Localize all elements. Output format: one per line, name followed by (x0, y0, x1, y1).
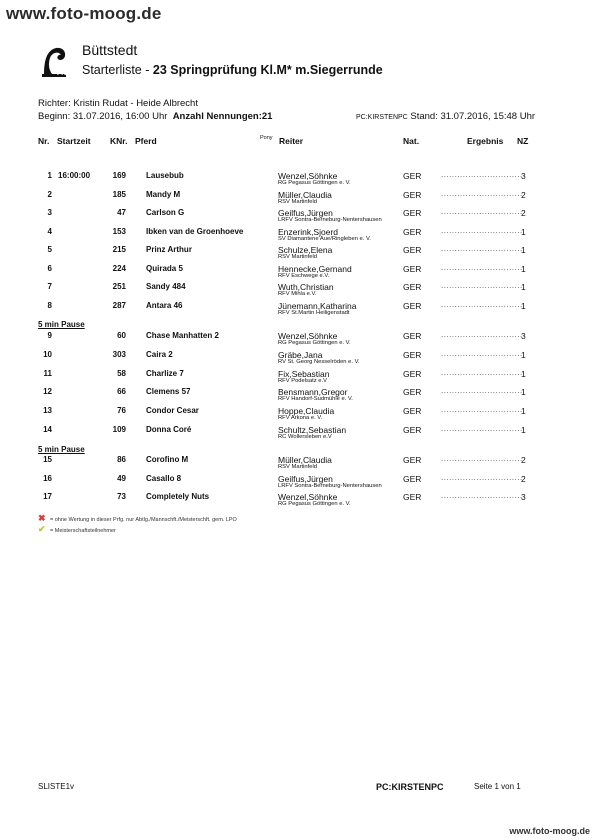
rider-name: Müller,Claudia (278, 455, 332, 465)
horse-name: Antara 46 (146, 301, 183, 310)
rider-club: RFV St.Martin Heiligenstadt (278, 310, 350, 316)
nation: GER (403, 425, 422, 435)
col-header-nat: Nat. (403, 136, 420, 146)
nation: GER (403, 387, 422, 397)
rider-name: Fix,Sebastian (278, 369, 330, 379)
rider-club: RFV Arkona e. V. (278, 415, 323, 421)
row-number: 6 (47, 264, 52, 273)
judges: Richter: Kristin Rudat - Heide Albrecht (38, 98, 198, 109)
head-number: 109 (112, 425, 126, 434)
table-row (0, 331, 596, 351)
rider-club: RG Pegasus Göttingen e. V. (278, 340, 351, 346)
rider-club: RV St. Georg Nesselröden e. V. (278, 359, 360, 365)
check-icon: ✔ (38, 524, 46, 534)
nation: GER (403, 264, 422, 274)
result-field: .............................. (441, 473, 523, 482)
stand-info (356, 111, 535, 122)
result-field: .............................. (441, 349, 523, 358)
nz-value: 3 (521, 331, 526, 341)
nation: GER (403, 301, 422, 311)
nation: GER (403, 350, 422, 360)
head-number: 224 (112, 264, 126, 273)
nation: GER (403, 208, 422, 218)
table-row (0, 387, 596, 407)
nz-value: 1 (521, 406, 526, 416)
nz-value: 1 (521, 425, 526, 435)
head-number: 66 (117, 387, 126, 396)
head-number: 60 (117, 331, 126, 340)
nz-value: 2 (521, 208, 526, 218)
table-row (0, 208, 596, 228)
row-number: 14 (43, 425, 52, 434)
col-header-pony: Pony (260, 135, 273, 141)
subtitle-prefix: Starterliste - (82, 63, 150, 77)
result-field: .............................. (441, 491, 523, 500)
result-field: .............................. (441, 244, 523, 253)
rider-club: RFV Handorf-Sudmühle e. V. (278, 396, 353, 402)
table-row (0, 406, 596, 426)
row-number: 10 (43, 350, 52, 359)
nation: GER (403, 282, 422, 292)
nation: GER (403, 190, 422, 200)
result-field: .............................. (441, 207, 523, 216)
rider-name: Jünemann,Katharina (278, 301, 357, 311)
rider-name: Schultz,Sebastian (278, 425, 347, 435)
footer-report-id: SLISTE1v (38, 782, 75, 791)
rider-name: Geilfus,Jürgen (278, 474, 333, 484)
rider-club: LRFV Sontra-Berneburg-Nentershausen (278, 217, 382, 223)
col-header-ergebnis: Ergebnis (467, 136, 504, 146)
horse-name: Chase Manhatten 2 (146, 331, 219, 340)
result-field: .............................. (441, 170, 523, 179)
head-number: 58 (117, 369, 126, 378)
nz-value: 1 (521, 350, 526, 360)
head-number: 86 (117, 455, 126, 464)
subtitle-competition: 23 Springprüfung Kl.M* m.Siegerrunde (152, 63, 383, 77)
horse-name: Donna Coré (146, 425, 192, 434)
nation: GER (403, 406, 422, 416)
head-number: 47 (117, 208, 126, 217)
table-row (0, 282, 596, 302)
col-header-nr: Nr. (38, 136, 50, 146)
result-field: .............................. (441, 330, 523, 339)
head-number: 76 (117, 406, 126, 415)
row-number: 13 (43, 406, 52, 415)
nation: GER (403, 492, 422, 502)
begin-info (38, 111, 272, 122)
rider-club: RFV Podelsatz e.V (278, 378, 327, 384)
cross-icon: ✖ (38, 513, 46, 523)
nz-value: 1 (521, 301, 526, 311)
horse-name: Completely Nuts (146, 492, 210, 501)
row-number: 2 (47, 190, 52, 199)
svg-text:FN: FN (57, 70, 67, 77)
entries-count: Anzahl Nennungen:21 (172, 111, 273, 122)
row-number: 9 (47, 331, 52, 340)
table-row (0, 245, 596, 265)
watermark-small: www.foto-moog.de (509, 826, 590, 836)
row-number: 15 (43, 455, 52, 464)
nz-value: 3 (521, 492, 526, 502)
result-field: .............................. (441, 226, 523, 235)
rider-club: SV Diamantene Aue/Ringleben e. V. (278, 236, 371, 242)
head-number: 303 (112, 350, 126, 359)
row-number: 8 (47, 301, 52, 310)
stand-time: Stand: 31.07.2016, 15:48 Uhr (410, 111, 536, 122)
rider-club: RC Wollersleben e.V (278, 434, 332, 440)
head-number: 73 (117, 492, 126, 501)
rider-name: Müller,Claudia (278, 190, 332, 200)
table-row (0, 301, 596, 321)
rider-club: LRFV Sontra-Berneburg-Nentershausen (278, 483, 382, 489)
row-number: 3 (47, 208, 52, 217)
rider-name: Geilfus,Jürgen (278, 208, 333, 218)
horse-name: Charlize 7 (146, 369, 184, 378)
result-field: .............................. (441, 300, 523, 309)
rider-club: RSV Martinfeld (278, 464, 317, 470)
result-field: .............................. (441, 281, 523, 290)
table-row (0, 171, 596, 191)
rider-name: Wenzel,Söhnke (278, 492, 338, 502)
head-number: 287 (112, 301, 126, 310)
footer-page: Seite 1 von 1 (474, 782, 521, 791)
competition-title (82, 63, 383, 77)
nz-value: 2 (521, 455, 526, 465)
result-field: .............................. (441, 368, 523, 377)
rider-club: RSV Martinfeld (278, 199, 317, 205)
nation: GER (403, 245, 422, 255)
table-row (0, 425, 596, 445)
nation: GER (403, 171, 422, 181)
col-header-nz: NZ (517, 136, 529, 146)
fn-logo-icon (40, 44, 68, 78)
row-number: 4 (47, 227, 52, 236)
horse-name: Prinz Arthur (146, 245, 192, 254)
rider-name: Enzerink,Sjoerd (278, 227, 339, 237)
legend-text: = Meisterschaftsteilnehmer (50, 528, 116, 534)
nz-value: 1 (521, 387, 526, 397)
horse-name: Mandy M (146, 190, 181, 199)
result-field: .............................. (441, 405, 523, 414)
horse-name: Carlson G (146, 208, 185, 217)
result-field: .............................. (441, 189, 523, 198)
legend-text: = ohne Wertung in dieser Prfg. nur Abtlg./Mannschft./Meisterschft. gem. LPO (50, 517, 237, 523)
result-field: .............................. (441, 424, 523, 433)
rider-name: Wuth,Christian (278, 282, 334, 292)
head-number: 185 (112, 190, 126, 199)
nz-value: 1 (521, 282, 526, 292)
nation: GER (403, 227, 422, 237)
pc-label: PC:KIRSTENPC (356, 114, 408, 121)
row-number: 1 (47, 171, 52, 180)
result-field: .............................. (441, 454, 523, 463)
horse-name: Caira 2 (146, 350, 173, 359)
head-number: 215 (112, 245, 126, 254)
nz-value: 2 (521, 474, 526, 484)
venue-title: Büttstedt (82, 42, 138, 58)
head-number: 49 (117, 474, 126, 483)
col-header-knr: KNr. (110, 136, 128, 146)
result-field: .............................. (441, 263, 523, 272)
nz-value: 2 (521, 190, 526, 200)
nz-value: 1 (521, 369, 526, 379)
rider-name: Bensmann,Gregor (278, 387, 348, 397)
head-number: 169 (112, 171, 126, 180)
rider-name: Hoppe,Claudia (278, 406, 335, 416)
col-header-pferd: Pferd (135, 136, 157, 146)
rider-name: Gräbe,Jana (278, 350, 323, 360)
nation: GER (403, 369, 422, 379)
rider-name: Schulze,Elena (278, 245, 333, 255)
horse-name: Casallo 8 (146, 474, 182, 483)
col-header-startzeit: Startzeit (57, 136, 91, 146)
legend-item-championship (38, 524, 116, 535)
horse-name: Quirada 5 (146, 264, 183, 273)
col-header-reiter: Reiter (279, 136, 304, 146)
start-time: 16:00:00 (58, 171, 91, 180)
rider-club: RFV Eschwege e.V. (278, 273, 330, 279)
head-number: 153 (112, 227, 126, 236)
row-number: 7 (47, 282, 52, 291)
legend-item-no-rating (38, 513, 237, 524)
pause-label: 5 min Pause (38, 445, 85, 454)
horse-name: Ibken van de Groenhoeve (146, 227, 244, 236)
nz-value: 1 (521, 245, 526, 255)
horse-name: Sandy 484 (146, 282, 186, 291)
row-number: 5 (47, 245, 52, 254)
begin-time: Beginn: 31.07.2016, 16:00 Uhr (38, 111, 168, 122)
result-field: .............................. (441, 386, 523, 395)
row-number: 11 (43, 369, 52, 378)
nz-value: 3 (521, 171, 526, 181)
footer-pc: PC:KIRSTENPC (376, 782, 444, 792)
nation: GER (403, 455, 422, 465)
row-number: 17 (43, 492, 52, 501)
rider-club: RSV Martinfeld (278, 254, 317, 260)
pause-label: 5 min Pause (38, 320, 85, 329)
rider-club: RFV Mihla e.V. (278, 291, 317, 297)
row-number: 16 (43, 474, 52, 483)
watermark: www.foto-moog.de (6, 4, 162, 23)
rider-club: RG Pegasus Göttingen e. V. (278, 501, 351, 507)
nation: GER (403, 331, 422, 341)
nz-value: 1 (521, 227, 526, 237)
rider-name: Wenzel,Söhnke (278, 331, 338, 341)
row-number: 12 (43, 387, 52, 396)
horse-name: Lausebub (146, 171, 184, 180)
table-row (0, 455, 596, 475)
rider-name: Hennecke,Gernand (278, 264, 352, 274)
rider-club: RG Pegasus Göttingen e. V. (278, 180, 351, 186)
rider-name: Wenzel,Söhnke (278, 171, 338, 181)
horse-name: Corofino M (146, 455, 189, 464)
nz-value: 1 (521, 264, 526, 274)
horse-name: Clemens 57 (146, 387, 191, 396)
nation: GER (403, 474, 422, 484)
table-row (0, 350, 596, 370)
horse-name: Condor Cesar (146, 406, 199, 415)
head-number: 251 (112, 282, 126, 291)
table-row (0, 492, 596, 512)
